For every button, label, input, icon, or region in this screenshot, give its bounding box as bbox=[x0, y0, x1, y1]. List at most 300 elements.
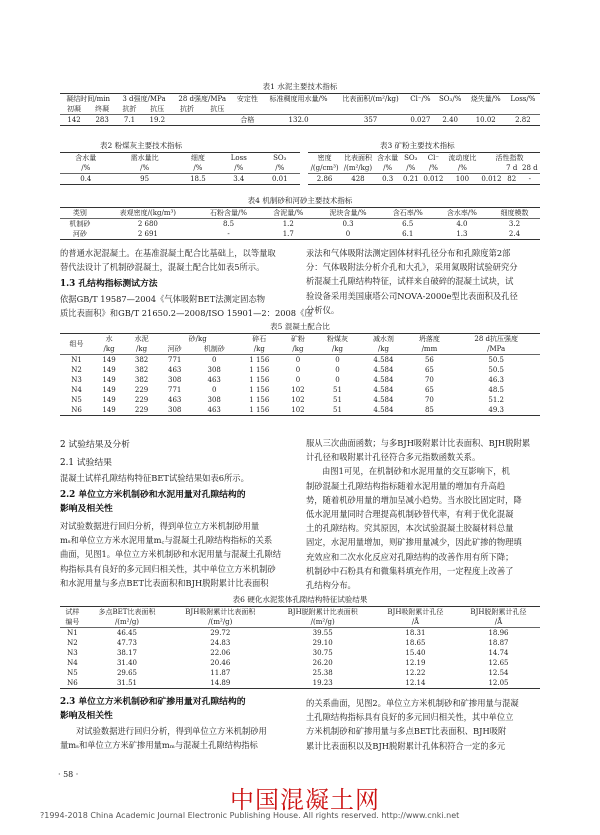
t5-cell: 4.584 bbox=[373, 366, 394, 374]
t1-cell: 7.1 bbox=[123, 116, 136, 124]
t5-cell: 149 bbox=[102, 396, 116, 404]
t4-cell: 4.0 bbox=[456, 220, 468, 228]
text-line: 混凝土试样孔隙结构特征BET试验结果如表6所示。 bbox=[60, 473, 249, 483]
t6-cell: 47.73 bbox=[116, 639, 138, 647]
t5-cell: 382 bbox=[134, 366, 149, 374]
t5-h2: /kg bbox=[253, 345, 265, 353]
heading-line: 2.2 单位立方米机制砂和水泥用量对孔隙结构的 bbox=[60, 490, 246, 500]
t1-h2: 抗压 bbox=[210, 105, 225, 113]
t4-h: 石粉含量/% bbox=[210, 209, 248, 217]
t5-h: 粉煤灰 bbox=[326, 335, 348, 343]
table1 bbox=[60, 93, 540, 126]
t6-cell: 12.14 bbox=[405, 679, 426, 687]
table6-caption: 表6 硬化水泥浆体孔隙结构特征试验结果 bbox=[232, 595, 368, 604]
t5-cell: 382 bbox=[134, 376, 149, 384]
t6-row bbox=[60, 648, 540, 658]
table3-caption: 表3 矿粉主要技术指标 bbox=[380, 141, 455, 150]
t2-cell: 18.5 bbox=[190, 175, 206, 183]
t4-cell: 2 691 bbox=[137, 230, 158, 238]
t4-cell: 0.3 bbox=[342, 220, 354, 228]
t2-h2: /% bbox=[140, 164, 150, 172]
t1-cell: 357 bbox=[363, 116, 378, 124]
t5-cell: 102 bbox=[291, 386, 305, 394]
right-para-2 bbox=[306, 436, 530, 592]
text-line: 量mₛ和单位立方米矿掺用量mₘ与混凝土孔隙结构指标 bbox=[60, 740, 258, 751]
text-line: 析混凝土孔隙结构特征，试样来自破碎的混凝土试块，试 bbox=[306, 276, 514, 287]
t3-h2: /(m²/kg) bbox=[343, 164, 373, 172]
t1-cell: 132.0 bbox=[288, 116, 309, 124]
t6-h2: /Å bbox=[411, 618, 420, 626]
t5-h2: /kg bbox=[103, 345, 115, 353]
t1-cell bbox=[172, 115, 202, 126]
t5-row bbox=[60, 385, 540, 395]
t3-h: Cl⁻ bbox=[427, 154, 440, 162]
text-line: 势，随着机砂用量的增加呈减小趋势。当水胶比固定时，降 bbox=[306, 494, 522, 505]
t5-cell: N5 bbox=[71, 396, 82, 404]
t1-h: 烧失量/% bbox=[470, 95, 501, 103]
t5-h: 碎石 bbox=[252, 335, 267, 343]
t4-cell: 1.7 bbox=[282, 230, 294, 238]
text-line: 分析仪。 bbox=[306, 304, 340, 315]
t5-cell: 149 bbox=[102, 366, 116, 374]
t2-cell: 3.4 bbox=[233, 175, 245, 183]
text-line: 由图1可见，在机制砂和水泥用量的交互影响下，机 bbox=[322, 466, 510, 477]
t5-h: 水泥 bbox=[134, 335, 149, 343]
t5-cell: 771 bbox=[167, 356, 182, 364]
text-line: 和水泥用量与多点BET比表面积和BJH脱附累计比表面积 bbox=[60, 577, 269, 588]
t6-h2: /(m²/g) bbox=[208, 618, 233, 626]
t5-h: 坍落度 bbox=[418, 335, 440, 343]
section-2-heading: 2 试验结果及分析 bbox=[60, 440, 130, 450]
t5-row bbox=[60, 375, 540, 385]
t3-cell: 100 bbox=[455, 175, 470, 183]
t6-cell: 12.54 bbox=[488, 669, 509, 677]
t5-cell: 229 bbox=[134, 396, 149, 404]
left-para-4 bbox=[60, 519, 281, 590]
t3-h: 含水量 bbox=[377, 154, 399, 162]
t6-cell: N3 bbox=[67, 649, 78, 657]
t2-h2: /% bbox=[81, 164, 91, 172]
t5-cell: 1 156 bbox=[249, 356, 270, 364]
text-line: 累计比表面积以及BJH脱附累计孔体积符合一定的多元 bbox=[306, 740, 506, 751]
t5-h2: /mm bbox=[421, 345, 438, 353]
t6-h2: /(m²/g) bbox=[310, 618, 335, 626]
t6-cell: 14.89 bbox=[210, 679, 231, 687]
t5-cell: 308 bbox=[167, 376, 182, 384]
t5-cell: 4.584 bbox=[373, 406, 394, 414]
t5-cell: 308 bbox=[167, 406, 182, 414]
t2-h: 需水量比 bbox=[130, 154, 159, 162]
t4-cell: 8.5 bbox=[222, 220, 235, 228]
t1-h: Loss/% bbox=[510, 95, 536, 103]
t5-row bbox=[60, 405, 540, 416]
text-line: 方米机制砂和矿掺用量与多点BET比表面积、BJH吸附 bbox=[306, 726, 507, 737]
t5-cell: 85 bbox=[424, 406, 434, 414]
heading-line: 2.3 单位立方米机制砂和矿掺用量对孔隙结构的 bbox=[60, 697, 246, 707]
t6-cell: N1 bbox=[67, 629, 78, 637]
t1-h: 3 d强度/MPa bbox=[122, 95, 166, 103]
t5-h: 砂/kg bbox=[188, 335, 207, 343]
t1-cell: 142 bbox=[67, 116, 81, 124]
text-line: 机制砂中石粉具有和微集料填充作用，一定程度上改善了 bbox=[306, 565, 514, 576]
t2-h: 含水量 bbox=[75, 154, 97, 162]
t5-row bbox=[60, 395, 540, 405]
section-2-3-heading bbox=[60, 695, 246, 723]
t5-cell: 1 156 bbox=[249, 376, 270, 384]
t5-cell: 102 bbox=[291, 396, 305, 404]
t5-cell: N1 bbox=[71, 356, 82, 364]
left-para-5 bbox=[60, 724, 267, 752]
t3-cell: 2.86 bbox=[316, 175, 333, 183]
t1-h: 28 d强度/MPa bbox=[178, 95, 227, 103]
t6-cell: 24.83 bbox=[210, 639, 231, 647]
t6-h2: 编号 bbox=[65, 618, 80, 626]
t6-cell: 29.72 bbox=[210, 629, 231, 637]
table2 bbox=[60, 152, 300, 185]
t2-h: 细度 bbox=[190, 154, 205, 162]
t4-cell: 6.1 bbox=[402, 230, 414, 238]
t4-h: 泥块含量/% bbox=[329, 209, 367, 217]
table3 bbox=[308, 152, 540, 185]
t5-cell: 149 bbox=[102, 386, 116, 394]
table4 bbox=[60, 207, 540, 240]
t2-h: Loss bbox=[230, 154, 247, 162]
text-line: 固定，水泥用量增加，则矿掺用量减少，因此矿掺的物理填 bbox=[306, 537, 522, 548]
t6-cell: 12.22 bbox=[405, 669, 426, 677]
text-line: 替代法设计了机制砂混凝土，混凝土配合比如表5所示。 bbox=[60, 262, 265, 273]
t6-cell: 18.96 bbox=[488, 629, 509, 637]
t5-cell: 48.5 bbox=[488, 386, 504, 394]
t6-cell: 15.40 bbox=[405, 649, 426, 657]
t6-cell: 12.65 bbox=[488, 659, 509, 667]
t3-h2: 7 d bbox=[506, 164, 518, 172]
t1-h2: 抗折 bbox=[122, 105, 137, 113]
t1-h2: 终凝 bbox=[95, 105, 110, 113]
table6 bbox=[60, 606, 540, 689]
text-line: 曲面，见图1。单位立方米机制砂和水泥用量与混凝土孔隙结 bbox=[60, 549, 281, 560]
t4-h: 含石率/% bbox=[392, 209, 423, 217]
left-para-2 bbox=[60, 292, 313, 320]
section-2-1-heading: 2.1 试验结果 bbox=[60, 458, 112, 468]
text-line: 计孔径和吸附累计孔径符合多元指数函数关系。 bbox=[306, 452, 481, 463]
t5-cell: 51 bbox=[333, 406, 342, 414]
t6-row bbox=[60, 638, 540, 648]
t5-row bbox=[60, 355, 540, 366]
t3-h2: 28 d bbox=[521, 164, 538, 172]
t5-cell: 0 bbox=[295, 376, 301, 384]
t5-cell: 229 bbox=[134, 386, 149, 394]
t6-cell: 12.19 bbox=[405, 659, 426, 667]
text-line: 低水泥用量同时合理提高机制砂替代率，有利于优化混凝 bbox=[306, 509, 514, 520]
text-line: 对试验数据进行回归分析，得到单位立方米机制砂用 bbox=[76, 726, 267, 736]
text-line: 制砂混凝土孔隙结构指标随着水泥用量的增加有升高趋 bbox=[306, 480, 506, 491]
t1-h: 安定性 bbox=[236, 95, 258, 103]
t5-cell: 149 bbox=[102, 376, 116, 384]
t4-h: 含泥量/% bbox=[273, 209, 304, 217]
t5-cell: 1 156 bbox=[249, 386, 270, 394]
t6-h2: /Å bbox=[494, 618, 503, 626]
t6-cell: 38.17 bbox=[116, 649, 138, 657]
t1-cell: 10.02 bbox=[475, 116, 496, 124]
table1-caption: 表1 水泥主要技术指标 bbox=[262, 82, 338, 91]
t6-cell: 18.65 bbox=[405, 639, 426, 647]
t6-row bbox=[60, 668, 540, 678]
table5 bbox=[60, 333, 540, 416]
section-2-2-heading bbox=[60, 488, 246, 516]
t4-h: 类别 bbox=[72, 209, 87, 217]
t4-cell: 1.2 bbox=[282, 220, 294, 228]
t6-h2: /(m²/g) bbox=[114, 618, 140, 626]
t5-cell: N3 bbox=[71, 376, 82, 384]
t5-h: 组号 bbox=[69, 340, 84, 348]
t5-cell: 50.5 bbox=[488, 356, 504, 364]
text-line: 土孔隙结构指标具有良好的多元回归相关性，其中单位立 bbox=[306, 712, 514, 723]
t1-cell: 283 bbox=[95, 116, 109, 124]
t5-cell: 70 bbox=[424, 376, 434, 384]
t6-h: BJH吸附累计比表面积 bbox=[185, 608, 256, 616]
t5-h: 矿粉 bbox=[290, 335, 305, 343]
t5-h: 减水剂 bbox=[372, 335, 394, 343]
t6-cell: 14.74 bbox=[488, 649, 509, 657]
t2-h2: /% bbox=[275, 164, 285, 172]
t6-cell: 29.10 bbox=[312, 639, 333, 647]
t3-h2: /% bbox=[406, 164, 416, 172]
t3-cell: 0.012 bbox=[481, 175, 502, 183]
t5-cell: 149 bbox=[102, 406, 116, 414]
t5-cell: 0 bbox=[335, 366, 340, 374]
t6-cell: 11.87 bbox=[210, 669, 231, 677]
t1-h2: 抗折 bbox=[180, 105, 194, 113]
text-line: 的普通水泥混凝土。在基准混凝土配合比基础上，以等量取 bbox=[60, 248, 276, 258]
t5-cell: 4.584 bbox=[373, 386, 394, 394]
left-para-1 bbox=[60, 246, 276, 274]
t5-cell: 0 bbox=[295, 356, 301, 364]
t5-cell: 102 bbox=[291, 406, 305, 414]
t6-cell: N4 bbox=[67, 659, 78, 667]
t3-h: 活性指数 bbox=[495, 154, 524, 162]
table4-caption: 表4 机制砂和河砂主要技术指标 bbox=[247, 196, 353, 205]
t5-cell: 49.3 bbox=[488, 406, 504, 414]
t4-cell: 6.5 bbox=[402, 220, 414, 228]
t1-cell: 2.40 bbox=[442, 116, 458, 124]
t5-cell: 56 bbox=[424, 356, 434, 364]
t1-cell: 2.82 bbox=[515, 116, 531, 124]
copyright-footer: ?1994-2018 China Academic Journal Electronic Publishing House. All rights reserved. http://www.cnki.net bbox=[40, 811, 460, 820]
t5-cell: N6 bbox=[71, 406, 82, 414]
t6-cell: 31.40 bbox=[116, 659, 138, 667]
t6-cell: 30.75 bbox=[312, 649, 333, 657]
page-number: · 58 · bbox=[58, 770, 79, 779]
t3-cell: 0.21 bbox=[402, 175, 419, 183]
t4-cell: 0 bbox=[345, 230, 351, 238]
t5-cell: 4.584 bbox=[373, 356, 394, 364]
t5-h2: /kg bbox=[292, 345, 304, 353]
t3-h: SO₃ bbox=[404, 154, 418, 162]
t3-h2: /% bbox=[383, 164, 393, 172]
t5-h: 水 bbox=[105, 335, 113, 343]
t6-cell: 20.46 bbox=[210, 659, 231, 667]
t4-h: 含水率/% bbox=[446, 209, 477, 217]
t3-cell: 0.3 bbox=[382, 175, 394, 183]
text-line: 对试验数据进行回归分析，得到单位立方米机制砂用量 bbox=[60, 521, 260, 531]
t5-h2: 河砂 bbox=[167, 345, 182, 353]
t5-cell: 70 bbox=[424, 396, 434, 404]
t2-cell: 0.01 bbox=[271, 175, 288, 183]
t5-cell: 46.3 bbox=[488, 376, 504, 384]
t1-cell: 19.2 bbox=[149, 116, 166, 124]
t5-cell: 149 bbox=[102, 356, 116, 364]
t5-cell: 65 bbox=[424, 386, 434, 394]
t1-cell: 合格 bbox=[240, 116, 255, 124]
text-line: 验设备采用美国康塔公司NOVA-2000e型比表面积及孔径 bbox=[306, 290, 518, 301]
t5-h2: 机制砂 bbox=[203, 345, 225, 353]
t6-cell: 46.45 bbox=[116, 629, 138, 637]
t6-cell: N6 bbox=[67, 679, 78, 687]
t3-h: 流动度比 bbox=[448, 154, 477, 162]
t5-cell: 382 bbox=[134, 356, 149, 364]
t1-h2: 抗压 bbox=[150, 105, 165, 113]
t5-cell: N4 bbox=[71, 386, 82, 394]
t3-h2: /(g/cm³) bbox=[310, 164, 339, 172]
t6-h: BJH脱附累计比表面积 bbox=[287, 608, 358, 616]
t5-cell: 463 bbox=[167, 396, 182, 404]
t5-cell: 463 bbox=[207, 376, 221, 384]
table2-caption: 表2 粉煤灰主要技术指标 bbox=[100, 141, 183, 150]
t4-h: 细度模数 bbox=[500, 209, 529, 217]
text-line: 孔结构分布。 bbox=[306, 580, 356, 591]
t5-h: 28 d抗压强度 bbox=[474, 335, 518, 343]
t6-row bbox=[60, 678, 540, 689]
t1-h: 凝结时间/min bbox=[66, 95, 110, 103]
t2-h2: /% bbox=[234, 164, 244, 172]
text-line: 服从三次曲面函数；与多BJH吸附累计比表面积、BJH脱附累 bbox=[306, 438, 531, 448]
t6-h: BJH脱附累计孔径 bbox=[470, 608, 527, 616]
t6-cell: 18.31 bbox=[405, 629, 426, 637]
t5-cell: 51 bbox=[333, 386, 342, 394]
t5-cell: 4.584 bbox=[373, 376, 394, 384]
t5-cell: 51 bbox=[333, 396, 342, 404]
t5-cell: N2 bbox=[71, 366, 82, 374]
t5-cell: 51.2 bbox=[488, 396, 504, 404]
t2-cell: 0.4 bbox=[80, 175, 92, 183]
t3-h2: /% bbox=[428, 164, 438, 172]
text-line: mₛ和单位立方米水泥用量m꜀与混凝土孔隙结构指标的关系 bbox=[60, 535, 273, 546]
t5-cell: 0 bbox=[295, 366, 301, 374]
t5-h2: /MPa bbox=[487, 345, 506, 353]
t5-cell: 0 bbox=[211, 356, 217, 364]
t5-cell: 1 156 bbox=[249, 406, 270, 414]
t5-cell: 771 bbox=[167, 386, 182, 394]
t6-row bbox=[60, 658, 540, 668]
t2-cell: 95 bbox=[140, 175, 150, 183]
t4-cell: 2 680 bbox=[137, 220, 158, 228]
t5-cell: 0 bbox=[335, 356, 340, 364]
t6-cell: N5 bbox=[67, 669, 78, 677]
t5-cell: 4.584 bbox=[373, 396, 394, 404]
text-line: 依据GB/T 19587—2004《气体吸附BET法测定固态物 bbox=[60, 294, 266, 304]
t3-cell: 82 bbox=[507, 175, 517, 183]
t6-row bbox=[60, 628, 540, 639]
t6-cell: 39.55 bbox=[312, 629, 333, 637]
t4-cell: - bbox=[227, 230, 230, 238]
t5-cell: 65 bbox=[424, 366, 434, 374]
text-line: 构指标具有良好的多元回归相关性，其中单位立方米机制砂 bbox=[60, 563, 276, 574]
left-para-3 bbox=[60, 471, 249, 485]
t5-cell: 308 bbox=[207, 366, 221, 374]
t5-h2: /kg bbox=[331, 345, 344, 353]
text-line: 汞法和气体吸附法测定固体材料孔径分布和孔隙度第2部 bbox=[306, 248, 511, 258]
text-line: 土的孔隙结构。究其原因，本次试验混凝土胶凝材料总量 bbox=[306, 523, 514, 534]
right-para-3 bbox=[306, 696, 519, 753]
t6-cell: 22.06 bbox=[210, 649, 231, 657]
t5-h2: /kg bbox=[377, 345, 389, 353]
t5-cell: 50.5 bbox=[488, 366, 504, 374]
t1-h: SO₃/% bbox=[439, 95, 462, 103]
t5-cell: 1 156 bbox=[249, 396, 270, 404]
t1-cell bbox=[202, 115, 232, 126]
t6-cell: 26.20 bbox=[312, 659, 333, 667]
t1-h2: 初凝 bbox=[67, 105, 82, 113]
t4-cell: 2.4 bbox=[508, 230, 521, 238]
t6-cell: 19.23 bbox=[312, 679, 333, 687]
t5-h2: /kg bbox=[136, 345, 148, 353]
t3-h: 密度 bbox=[317, 154, 332, 162]
t6-h: BJH吸附累计孔径 bbox=[387, 608, 444, 616]
t6-cell: 25.38 bbox=[312, 669, 333, 677]
t4-cell: 3.2 bbox=[508, 220, 521, 228]
t4-cell: 机制砂 bbox=[69, 220, 91, 228]
t6-cell: 29.65 bbox=[116, 669, 138, 677]
t1-h: 标准稠度用水量/% bbox=[269, 95, 328, 103]
t2-h: SO₃ bbox=[273, 154, 287, 162]
heading-line: 影响及相关性 bbox=[60, 504, 113, 514]
t6-cell: N2 bbox=[67, 639, 78, 647]
t6-cell: 31.51 bbox=[116, 679, 138, 687]
t4-cell: 1.3 bbox=[456, 230, 468, 238]
t3-h: 比表面积 bbox=[343, 154, 372, 162]
t4-h: 表观密度/(kg/m³) bbox=[119, 209, 177, 217]
t5-cell: 308 bbox=[207, 396, 221, 404]
t3-h2: /% bbox=[457, 164, 467, 172]
text-line: 的关系曲面，见图2。单位立方米机制砂和矿掺用量与混凝 bbox=[306, 698, 519, 708]
text-line: 分：气体吸附法分析介孔和大孔》，采用氮吸附试验研究分 bbox=[306, 262, 518, 273]
t5-cell: 463 bbox=[207, 406, 221, 414]
t1-cell: 0.027 bbox=[410, 116, 431, 124]
t6-h: 试样 bbox=[65, 608, 80, 616]
t6-h: 多点BET比表面积 bbox=[98, 608, 156, 616]
text-line: 质比表面积》和GB/T 21650.2—2008/ISO 15901—2：2008《压 bbox=[60, 308, 313, 319]
t1-h: 比表面积/(m²/kg) bbox=[342, 95, 399, 103]
t3-cell: 428 bbox=[351, 175, 365, 183]
t6-cell: 12.05 bbox=[488, 679, 509, 687]
t5-cell: 229 bbox=[134, 406, 149, 414]
t5-cell: 0 bbox=[211, 386, 217, 394]
t3-cell: 0.012 bbox=[423, 175, 444, 183]
t5-row bbox=[60, 365, 540, 375]
t3-cell: - bbox=[528, 175, 531, 183]
t5-cell: 1 156 bbox=[249, 366, 270, 374]
text-line: 充效应和二次水化反应对孔隙结构的改善作用有所下降； bbox=[306, 551, 514, 562]
table5-caption: 表5 混凝土配合比 bbox=[270, 322, 330, 331]
t2-h2: /% bbox=[193, 164, 203, 172]
t1-h: Cl⁻/% bbox=[410, 95, 431, 103]
t6-cell: 18.87 bbox=[488, 639, 509, 647]
heading-line: 影响及相关性 bbox=[60, 711, 113, 721]
t5-cell: 0 bbox=[335, 376, 340, 384]
t4-cell: 河砂 bbox=[72, 230, 87, 238]
site-watermark-logo: 中国混凝土网 bbox=[230, 786, 380, 814]
t5-cell: 463 bbox=[167, 366, 182, 374]
